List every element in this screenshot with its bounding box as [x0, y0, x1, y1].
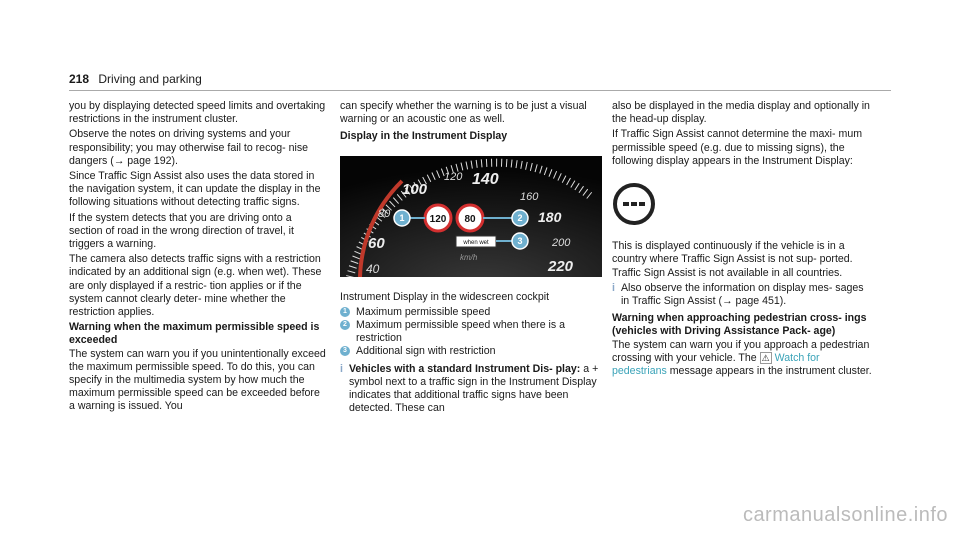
info-icon: i — [340, 362, 343, 375]
paragraph: The system can warn you if you unintentionally exceed the maximum permissible speed. To do this, you can specify in the multimedia system by how much the maximum permissible speed can be exceeded before a warning is issued. You — [69, 347, 326, 413]
callout-badge: 1 — [340, 307, 350, 317]
section-heading: Display in the Instrument Display — [340, 130, 508, 143]
section-title: Driving and parking — [98, 72, 202, 86]
header-divider — [69, 90, 891, 91]
paragraph-text: message appears in the instrument cluster. — [666, 365, 872, 378]
paragraph: If Traffic Sign Assist cannot determine the maxi- mum permissible speed (e.g. due to missing signs), the following display appears in the Instrument Display: — [612, 128, 863, 167]
speed-label: 140 — [472, 170, 499, 188]
list-item — [340, 345, 600, 358]
section-heading: Warning when approaching pedestrian cross- ings (vehicles with Driving Assistance Pack- age) — [612, 312, 867, 338]
unit-label: km/h — [460, 252, 478, 262]
speed-label: 180 — [538, 208, 562, 225]
paragraph: If the system detects that you are driving onto a section of road in the wrong direction of travel, it triggers a warning. — [69, 211, 294, 251]
figure-caption: Instrument Display in the widescreen cockpit — [340, 290, 550, 303]
additional-sign-text: when wet — [463, 239, 489, 246]
speed-label: 60 — [368, 234, 385, 252]
paragraph: The camera also detects traffic signs with a restriction indicated by an additional sign (e.g. when wet). These are only displayed if a restric- tion applies or if the system cannot clearly deter- mine whether the restriction applies. — [69, 253, 322, 319]
watermark: carmanualsonline.info — [742, 504, 948, 526]
paragraph — [612, 339, 874, 379]
info-note-text — [349, 363, 600, 416]
callout-badge: 2 — [340, 320, 350, 330]
note-bold: Vehicles with a standard Instrument Dis- play: — [348, 362, 581, 375]
warning-triangle-icon: ⚠ — [761, 352, 770, 363]
list-item-text: Additional sign with restriction — [356, 345, 496, 358]
info-icon: i — [612, 281, 615, 294]
info-note-text: Also observe the information on display mes- sages in Traffic Sign Assist (→ page 451). — [620, 281, 864, 308]
list-item-text: Maximum permissible speed — [356, 305, 491, 318]
column-1 — [69, 100, 327, 416]
callout-2-label: 2 — [517, 212, 523, 223]
speed-sign-1-text: 120 — [429, 213, 447, 225]
speed-sign-2-text: 80 — [464, 213, 476, 225]
speed-label: 160 — [520, 190, 539, 203]
display-message: Watch for pedestrians — [612, 351, 820, 378]
note-body: a + symbol next to a traffic sign in the Instrument Display indicates that additional traffic signs have been detected. These can — [348, 362, 599, 415]
paragraph: also be displayed in the media display and optionally in the head-up display. — [612, 100, 870, 126]
paragraph-text: The system can warn you if you approach a pedestrian crossing with your vehicle. The — [612, 338, 870, 364]
speed-label: 80 — [378, 207, 391, 220]
column-2 — [340, 100, 600, 415]
list-item-text: Maximum permissible speed when there is a restriction — [356, 319, 566, 345]
list-item — [340, 306, 600, 319]
speed-label: 40 — [366, 261, 380, 276]
info-note — [612, 282, 874, 308]
paragraph: you by displaying detected speed limits and overtaking restrictions in the instrument cluster. — [69, 100, 326, 126]
instrument-cluster-image — [340, 156, 602, 277]
page-header — [69, 72, 202, 86]
speed-label: 100 — [402, 180, 428, 198]
list-item — [340, 319, 600, 345]
speed-label: 220 — [548, 257, 574, 275]
paragraph: can specify whether the warning is to be just a visual warning or an acoustic one as well. — [340, 100, 587, 126]
section-heading: Warning when the maximum permissible speed is exceeded — [69, 321, 320, 347]
paragraph: This is displayed continuously if the vehicle is in a country where Traffic Sign Assist is not sup- ported. Traffic Sign Assist is not available in all countries. — [612, 240, 853, 279]
callout-badge: 3 — [340, 346, 350, 356]
speedometer-illustration — [340, 156, 602, 277]
callout-3-label: 3 — [517, 235, 523, 246]
column-3 — [612, 100, 874, 380]
speed-label: 200 — [552, 236, 571, 249]
speed-label: 120 — [444, 170, 463, 183]
paragraph: Since Traffic Sign Assist also uses the data stored in the navigation system, it can update the display in the following situations without detecting traffic signs. — [69, 170, 321, 209]
no-speed-limit-icon — [612, 182, 656, 226]
info-note — [340, 363, 600, 416]
callout-1-label: 1 — [399, 212, 405, 223]
page-number: 218 — [69, 72, 90, 86]
paragraph: Observe the notes on driving systems and your responsibility; you may otherwise fail to recog- nise dangers (→ page 192). — [69, 128, 309, 167]
